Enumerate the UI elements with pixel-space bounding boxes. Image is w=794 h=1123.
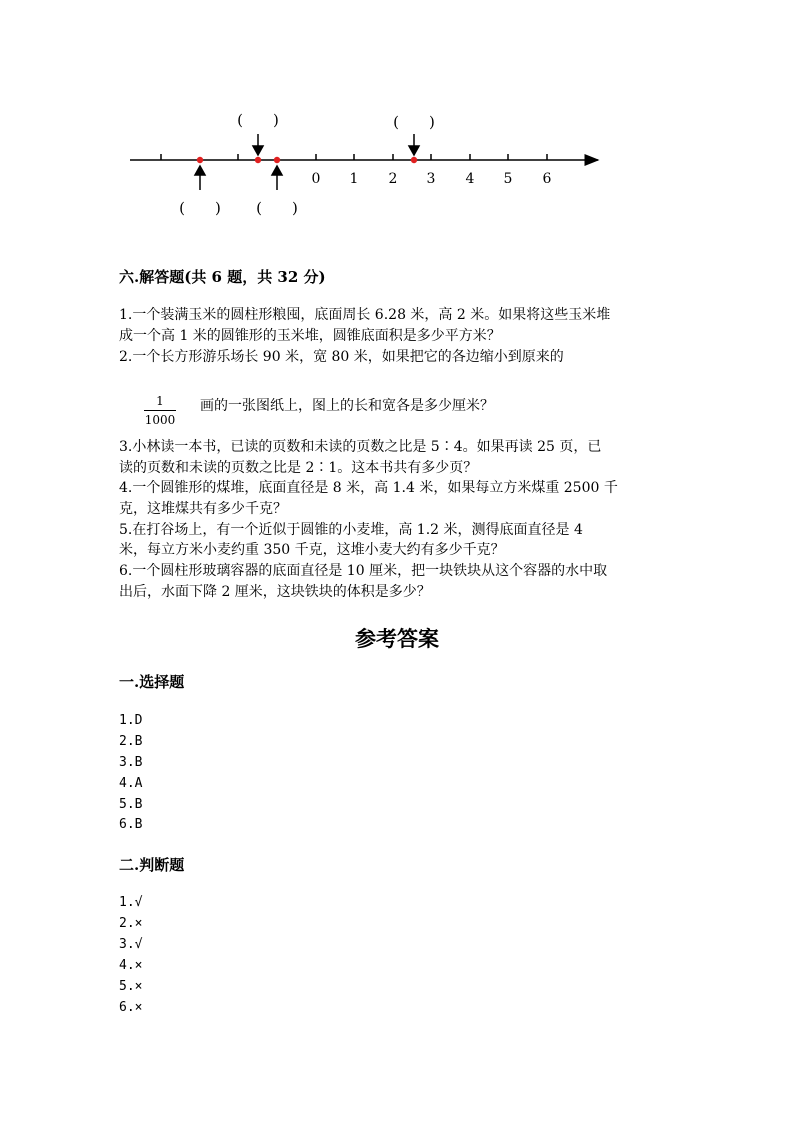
question-6-line2: 出后，水面下降 2 厘米，这块铁块的体积是多少？	[119, 584, 431, 600]
tick-label-6: 6	[542, 171, 552, 187]
tick-label-0: 0	[311, 171, 321, 187]
question-3-line2: 读的页数和未读的页数之比是 2∶1。这本书共有多少页？	[119, 460, 478, 476]
point-c	[274, 157, 280, 163]
question-2-line2: 画的一张图纸上，图上的长和宽各是多少厘米？	[200, 398, 494, 414]
point-b	[255, 157, 261, 163]
answer-1-3: 3.B	[119, 755, 143, 770]
section6-title: 六.解答题(共 6 题，共 32 分)	[119, 268, 326, 286]
tick-label-1: 1	[349, 171, 359, 187]
number-line-ticks	[161, 154, 547, 160]
answer-1-2: 2.B	[119, 734, 143, 749]
tick-label-3: 3	[426, 171, 436, 187]
blank-bottom-2: ( )	[256, 199, 298, 217]
question-3-line1: 3.小林读一本书，已读的页数和未读的页数之比是 5∶4。如果再读 25 页，已	[119, 439, 602, 455]
fraction-1-1000	[140, 394, 180, 427]
number-line-figure	[0, 0, 794, 240]
tick-label-4: 4	[465, 171, 475, 187]
question-1-line2: 成一个高 1 米的圆锥形的玉米堆，圆锥底面积是多少平方米？	[119, 328, 501, 344]
blank-bottom-1: ( )	[179, 199, 221, 217]
answer-2-5: 5.×	[119, 979, 143, 994]
question-4-line1: 4.一个圆锥形的煤堆，底面直径是 8 米，高 1.4 米，如果每立方米煤重 2500 千	[119, 480, 618, 496]
answer-1-5: 5.B	[119, 797, 143, 812]
answer-2-2: 2.×	[119, 916, 143, 931]
question-5-line1: 5.在打谷场上，有一个近似于圆锥的小麦堆，高 1.2 米，测得底面直径是 4	[119, 522, 583, 538]
answers-section2-title: 二.判断题	[119, 856, 185, 874]
answer-2-6: 6.×	[119, 1000, 143, 1015]
point-a	[197, 157, 203, 163]
answer-2-3: 3.√	[119, 937, 143, 952]
blank-top-2: ( )	[393, 113, 435, 131]
fraction-numerator: 1	[156, 394, 164, 408]
answer-1-4: 4.A	[119, 776, 143, 791]
point-d	[411, 157, 417, 163]
tick-label-5: 5	[503, 171, 513, 187]
answer-2-4: 4.×	[119, 958, 143, 973]
answer-1-1: 1.D	[119, 713, 143, 728]
question-4-line2: 克，这堆煤共有多少千克？	[119, 501, 287, 517]
answer-1-6: 6.B	[119, 817, 143, 832]
answers-title: 参考答案	[355, 626, 439, 651]
fraction-bar	[144, 410, 176, 411]
fraction-denominator: 1000	[144, 413, 176, 427]
tick-label-2: 2	[388, 171, 398, 187]
answer-2-1: 1.√	[119, 895, 143, 910]
answers-section1-title: 一.选择题	[119, 673, 185, 691]
blank-top-1: ( )	[237, 111, 279, 129]
question-5-line2: 米，每立方米小麦约重 350 千克，这堆小麦大约有多少千克？	[119, 542, 505, 558]
question-1-line1: 1.一个装满玉米的圆柱形粮囤，底面周长 6.28 米，高 2 米。如果将这些玉米堆	[119, 307, 611, 323]
question-2-line1: 2.一个长方形游乐场长 90 米，宽 80 米，如果把它的各边缩小到原来的	[119, 349, 564, 365]
question-6-line1: 6.一个圆柱形玻璃容器的底面直径是 10 厘米，把一块铁块从这个容器的水中取	[119, 563, 608, 579]
